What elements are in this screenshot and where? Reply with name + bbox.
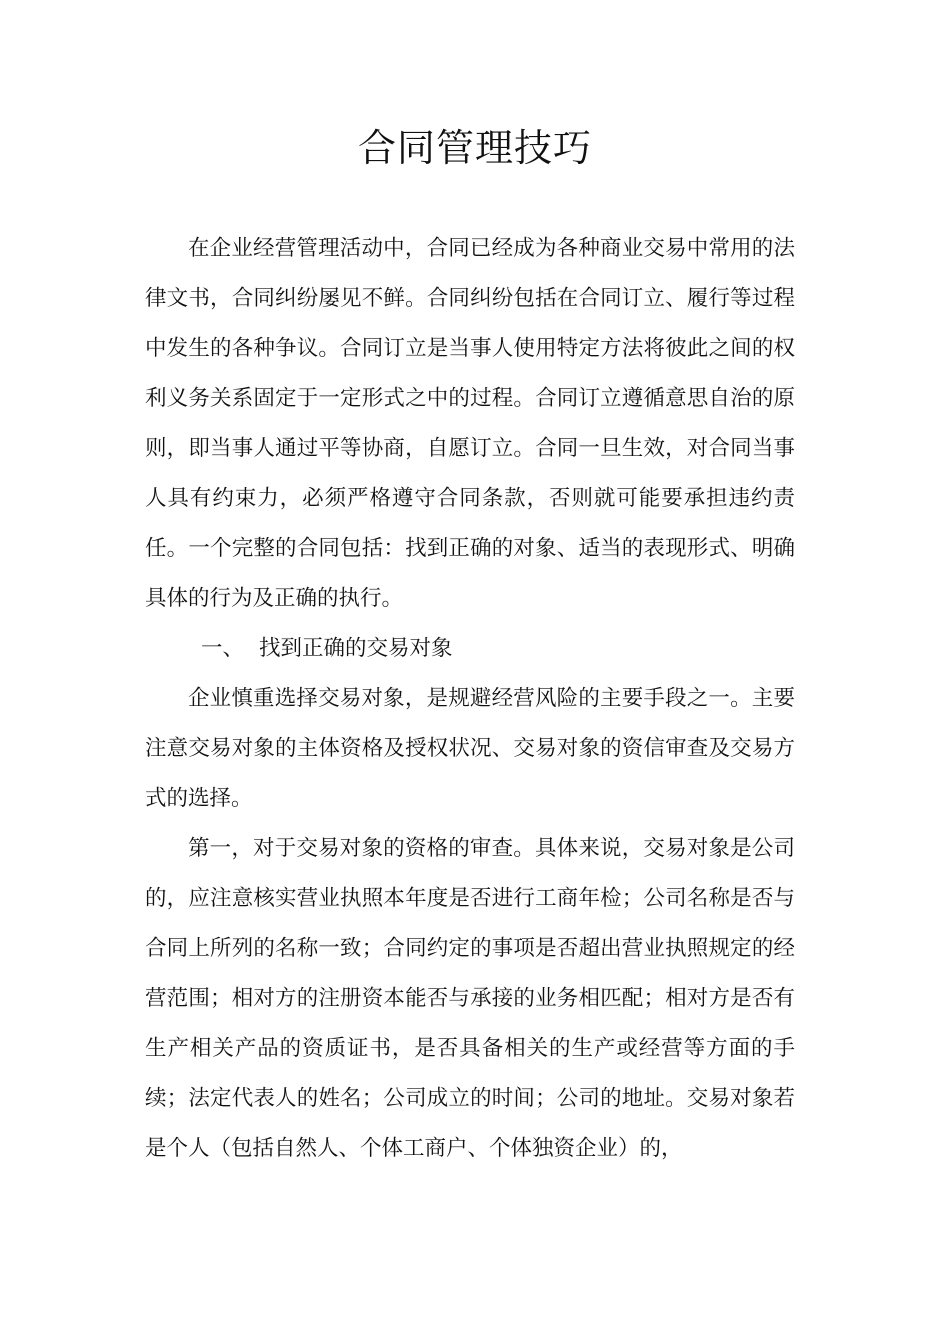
intro-paragraph: 在企业经营管理活动中，合同已经成为各种商业交易中常用的法律文书，合同纠纷屡见不鲜。合同纠纷包括在合同订立、履行等过程中发生的各种争议。合同订立是当事人使用特定方法将彼此之间的权利义务关系固定于一定形式之中的过程。合同订立遵循意思自治的原则，即当事人通过平等协商，自愿订立。合同一旦生效，对合同当事人具有约束力，必须严格遵守合同条款，否则就可能要承担违约责任。一个完整的合同包括：找到正确的对象、适当的表现形式、明确具体的行为及正确的执行。 xyxy=(145,236,795,611)
section-heading-text: 找到正确的交易对象 xyxy=(259,636,453,661)
section-number: 一、 xyxy=(201,636,245,661)
document-title: 合同管理技巧 xyxy=(357,126,592,170)
document-body xyxy=(145,224,795,1174)
section-paragraph: 企业慎重选择交易对象，是规避经营风险的主要手段之一。主要注意交易对象的主体资格及授权状况、交易对象的资信审查及交易方式的选择。 xyxy=(145,686,795,811)
section-paragraph: 第一，对于交易对象的资格的审查。具体来说，交易对象是公司的，应注意核实营业执照本年度是否进行工商年检；公司名称是否与合同上所列的名称一致；合同约定的事项是否超出营业执照规定的经营范围；相对方的注册资本能否与承接的业务相匹配；相对方是否有生产相关产品的资质证书，是否具备相关的生产或经营等方面的手续；法定代表人的姓名；公司成立的时间；公司的地址。交易对象若是个人（包括自然人、个体工商户、个体独资企业）的， xyxy=(145,836,795,1161)
section-heading xyxy=(145,624,795,674)
